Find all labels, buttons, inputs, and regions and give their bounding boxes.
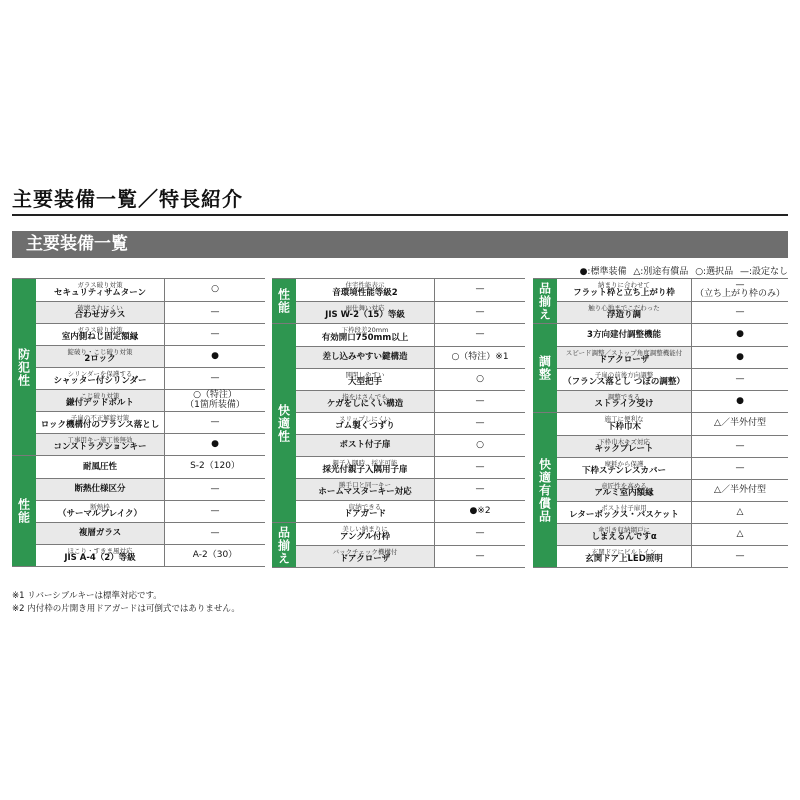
feature-name-cell [557,391,692,412]
feature-name: 合わせガラス [74,310,126,321]
table-row [557,545,788,567]
feature-name-cell [296,546,435,567]
feature-name-cell [36,302,165,323]
availability-value: — [735,440,745,451]
category-label: 品揃え [272,523,296,567]
availability-value: — [475,461,485,472]
feature-name-cell [36,479,165,500]
feature-name: セキュリティサムターン [53,287,147,298]
feature-name-cell [296,523,435,545]
feature-caption: 錠破り・こじ破り対策 [67,347,133,356]
availability-value: ○ [476,373,484,384]
feature-name-cell [36,523,165,544]
table-row [557,324,788,346]
table-row [296,368,525,390]
availability-cell [165,412,265,433]
availability-value: — [475,395,485,406]
feature-caption: 工事用キー施工後無効 [67,435,133,444]
availability-value: ○（特注） [193,390,237,401]
feature-caption: 住宅性能表示 [345,281,385,290]
availability-cell [692,391,788,412]
feature-caption: 傘引き収納網戸に [598,525,650,534]
availability-value: — [475,284,485,295]
table-row [557,457,788,479]
feature-caption: 意匠性を高める [601,481,647,490]
availability-value: — [475,528,485,539]
availability-cell [435,324,525,346]
table-row [36,544,265,566]
feature-name: 下枠ステンレスカバー [582,466,666,477]
table-row [296,434,525,456]
table-row [36,301,265,323]
feature-name: ドアガード [343,509,387,520]
feature-caption: ガラス破り対策 [77,281,123,290]
table-row [296,523,525,545]
availability-cell [165,434,265,455]
category-group [533,324,788,413]
availability-cell [435,279,525,301]
availability-value: — [210,527,220,538]
legend-standard: ●:標準装備 [579,267,627,277]
availability-cell [435,302,525,323]
availability-cell [692,502,788,523]
feature-name: コンストラクションキー [53,442,147,453]
feature-name-cell [557,413,692,435]
table-row [296,545,525,567]
availability-cell [692,302,788,323]
table-row [36,500,265,522]
availability-value: — [210,505,220,516]
table-row [296,478,525,500]
availability-value: — [210,372,220,383]
availability-note: （1箇所装備） [185,399,245,410]
feature-name-cell [557,302,692,323]
table-row [557,301,788,323]
availability-value: ● [736,351,744,362]
feature-caption: ほこり・すきま風対応 [67,546,133,555]
feature-name-cell [557,369,692,390]
feature-name: 断熱仕様区分 [74,484,126,495]
category-group [533,279,788,324]
feature-name-cell [36,456,165,478]
category-group [272,523,525,568]
availability-value: — [735,462,745,473]
category-rows [557,324,788,412]
availability-cell [435,546,525,567]
feature-name: 室内側ねじ固定額縁 [61,332,139,343]
feature-caption: スピード調整／ストップ角度調整機能付 [565,348,683,357]
table-row [296,456,525,478]
feature-caption: 収納できる [348,502,382,511]
section-header: 主要装備一覧 [12,231,788,258]
availability-value: ● [211,438,219,449]
table-row [557,435,788,457]
table-row [557,479,788,501]
availability-cell [165,324,265,345]
feature-caption: 破壊されにくい [77,303,123,312]
availability-cell [165,302,265,323]
availability-cell [435,457,525,478]
footnotes [12,590,240,616]
table-row [557,368,788,390]
availability-value: △／半外付型 [714,484,766,495]
feature-caption: 勝手口と同一キー [339,480,391,489]
table-row [36,522,265,544]
availability-cell [435,391,525,412]
feature-name: 浮造り調 [606,310,641,321]
availability-value: △ [736,528,744,539]
table-row [36,411,265,433]
feature-caption: 納まりに合わせて [598,281,650,290]
feature-name-cell [36,501,165,522]
availability-cell [165,346,265,367]
feature-caption: 断熱枠 [90,502,110,511]
feature-caption: 美しい納まりに [342,525,388,534]
availability-cell [165,523,265,544]
feature-name: 玄関ドア上LED照明 [585,554,663,565]
table-row [557,390,788,412]
category-label: 品揃え [533,279,557,323]
availability-cell [435,413,525,434]
availability-cell [692,347,788,368]
table-row [557,413,788,435]
table-row [36,279,265,301]
availability-cell [692,369,788,390]
availability-value: — [735,306,745,317]
category-label: 快適有償品 [533,413,557,567]
availability-cell [692,436,788,457]
table-row [36,478,265,500]
feature-name-cell [36,390,165,411]
feature-name: 差し込みやすい鍵構造 [322,352,408,363]
availability-value: — [475,417,485,428]
category-rows [296,523,525,567]
feature-name: アングル付枠 [339,531,391,542]
feature-caption: 指をはさんでも [342,392,388,401]
feature-name: フラット枠と立ち上がり枠 [573,287,675,298]
availability-cell [692,413,788,435]
category-rows [296,279,525,323]
feature-name-cell [557,546,692,567]
feature-name: アルミ室内額縁 [594,488,654,499]
table-row [36,456,265,478]
feature-caption: 触り心地までこだわった [588,303,660,312]
category-label: 調整 [533,324,557,412]
availability-cell [435,523,525,545]
feature-name: 複層ガラス [78,528,122,539]
availability-value: — [475,483,485,494]
availability-value: ● [211,350,219,361]
feature-name: ポスト付子扉 [339,440,391,451]
feature-name-cell [557,436,692,457]
feature-caption: スリップしにくい [339,414,391,423]
availability-value: ○（特注）※1 [451,351,509,362]
feature-name: 2ロック [84,354,116,365]
table-row [296,390,525,412]
table-row [557,346,788,368]
category-group [272,279,525,324]
category-rows [36,456,265,566]
feature-caption: 親子入隅時、採光可能 [332,458,398,467]
availability-value: ○ [476,439,484,450]
feature-name: ゴム製くつずり [335,421,395,432]
feature-name-cell [557,502,692,523]
feature-name: JIS A-4（2）等級 [64,553,136,564]
availability-value: — [210,416,220,427]
availability-value: — [475,329,485,340]
feature-name-cell [296,501,435,522]
availability-cell [165,390,265,411]
feature-name-cell [296,435,435,456]
feature-name-cell [296,413,435,434]
feature-caption: 摩耗から保護 [604,459,644,468]
title-divider [12,214,788,216]
feature-name: 3方向建付調整機能 [587,329,661,340]
feature-name-cell [557,347,692,368]
feature-name: 鎌付デッドボルト [66,398,134,409]
availability-value: — [475,550,485,561]
category-label: 快適性 [272,324,296,522]
feature-name: 音環境性能等級2 [332,287,398,298]
feature-name: 耐風圧性 [82,461,117,472]
feature-name: ドアクローザ [598,355,650,366]
feature-name-cell [557,324,692,346]
availability-cell [692,524,788,545]
category-group [12,456,265,567]
availability-cell [165,545,265,566]
table-row [296,301,525,323]
feature-name: ドアクローザ [339,554,391,565]
feature-caption: 下枠巾木キズ対応 [598,437,650,446]
availability-cell [692,324,788,346]
feature-name: 大型把手 [347,377,382,388]
availability-cell [435,435,525,456]
category-rows [557,413,788,567]
availability-cell [435,501,525,522]
category-group [12,279,265,456]
legend-paid-option: △:別途有償品 [633,267,689,277]
feature-caption: シリンダーを保護する [67,369,133,378]
equipment-table-left [12,278,265,567]
availability-cell [435,369,525,390]
category-group [533,413,788,568]
availability-cell [692,279,788,301]
feature-name-cell [296,369,435,390]
feature-name-cell [36,434,165,455]
table-row [557,501,788,523]
availability-cell [165,368,265,389]
feature-name-cell [296,347,435,368]
feature-name: ケガをしにくい構造 [326,399,404,410]
category-label: 防犯性 [12,279,36,455]
feature-name-cell [296,457,435,478]
availability-value: △／半外付型 [714,418,766,429]
feature-caption: ポスト付子扉用 [601,503,647,512]
legend [576,264,788,277]
page-title: 主要装備一覧／特長紹介 [12,187,243,211]
legend-selectable: ○:選択品 [695,267,734,277]
availability-value: — [210,328,220,339]
availability-value: — [210,483,220,494]
feature-name-cell [296,279,435,301]
category-label: 性能 [272,279,296,323]
feature-caption: 子扉の前後方向調整 [594,370,654,379]
feature-name: （サーマルブレイク） [57,509,143,520]
table-row [296,346,525,368]
feature-caption: 施工に便利な [604,415,644,424]
table-row [36,367,265,389]
category-rows [36,279,265,455]
availability-value: ○ [211,284,219,295]
table-row [36,323,265,345]
feature-name: 下枠巾木 [606,421,641,432]
feature-caption: 雨仕舞い対応 [345,303,385,312]
table-row [296,324,525,346]
availability-cell [165,501,265,522]
table-row [296,279,525,301]
feature-caption: 玄関ドアにビルトイン [591,547,657,556]
table-row [296,500,525,522]
availability-value: — [735,373,745,384]
availability-value: S-2（120） [190,461,240,472]
feature-name-cell [296,391,435,412]
legend-none: —:設定なし [739,267,788,277]
availability-value: A-2（30） [192,549,238,560]
feature-caption: 子扉の不正解錠対策 [70,413,130,422]
feature-name-cell [296,479,435,500]
footnote-1: ※1 リバーシブルキーは標準対応です。 [12,591,162,601]
availability-cell [165,456,265,478]
feature-name-cell [36,545,165,566]
feature-name-cell [36,324,165,345]
table-row [557,279,788,301]
equipment-table-right [533,278,788,568]
availability-value: — [210,306,220,317]
table-row [36,389,265,411]
availability-cell [435,347,525,368]
category-rows [557,279,788,323]
feature-name: シャッター付シリンダー [53,376,147,387]
equipment-table-middle [272,278,525,568]
category-group [272,324,525,523]
feature-name: レターボックス・バスケット [569,510,679,521]
feature-name: JIS W-2（15）等級 [325,310,405,321]
feature-caption: 調整できる [607,392,641,401]
availability-value: — [735,279,745,290]
feature-caption: 下枠段差20mm [341,326,389,335]
table-row [36,433,265,455]
category-label: 性能 [12,456,36,566]
feature-name: ロック機構付のフランス落とし [40,420,160,431]
feature-name-cell [557,279,692,301]
availability-cell [165,479,265,500]
table-row [36,345,265,367]
feature-caption: こじ破り対策 [80,391,120,400]
feature-name-cell [557,480,692,501]
feature-caption: ガラス破り対策 [77,325,123,334]
availability-value: ● [736,395,744,406]
availability-value: △ [736,506,744,517]
availability-note: （立ち上がり枠のみ） [694,289,785,299]
feature-name: キックプレート [594,444,654,455]
availability-cell [692,480,788,501]
feature-name-cell [296,324,435,346]
feature-caption: バックチェック機構付 [332,547,398,556]
feature-name-cell [36,412,165,433]
availability-cell [165,279,265,301]
feature-name: 有効開口750mm以上 [321,332,409,343]
availability-cell [435,479,525,500]
footnote-2: ※2 内付枠の片開き用ドアガードは可倒式ではありません。 [12,604,240,614]
category-rows [296,324,525,522]
feature-name: 採光付親子入隅用子扉 [322,465,408,476]
availability-value: ●※2 [469,505,491,516]
availability-cell [692,546,788,567]
feature-name-cell [36,368,165,389]
feature-name: ストライク受け [594,399,654,410]
availability-cell [692,458,788,479]
table-row [557,523,788,545]
availability-value: ● [736,329,744,340]
feature-name-cell [36,279,165,301]
feature-name: しまえるんですα [591,532,657,543]
availability-value: — [475,306,485,317]
feature-name-cell [36,346,165,367]
feature-caption: 開閉しやすい [345,370,385,379]
feature-name-cell [557,458,692,479]
availability-value: — [735,550,745,561]
feature-name: （フランス落とし つぼの調整） [563,377,685,388]
feature-name: ホームマスターキー対応 [318,487,412,498]
table-row [296,412,525,434]
feature-name-cell [296,302,435,323]
feature-name-cell [557,524,692,545]
